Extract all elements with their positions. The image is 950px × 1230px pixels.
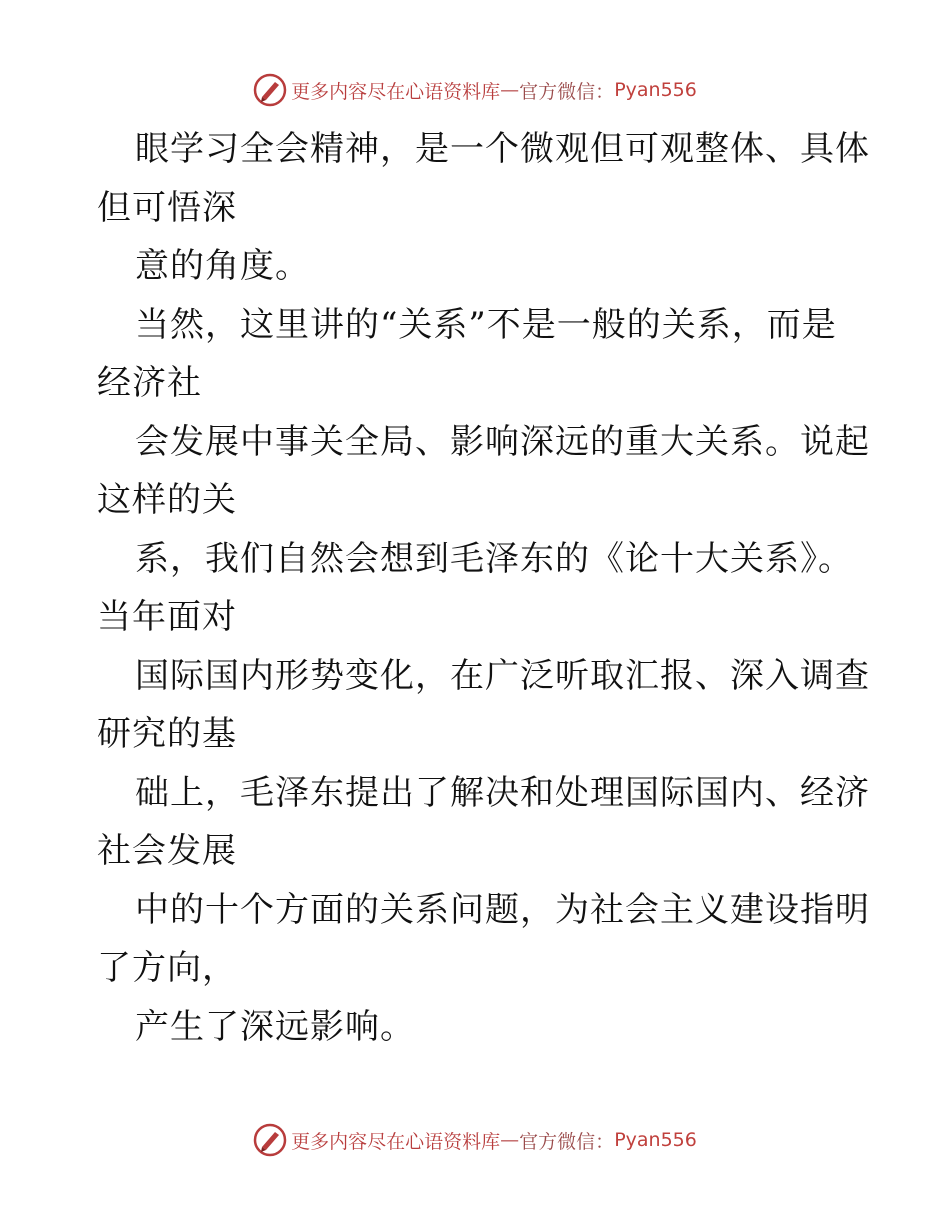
text-line: 础上，毛泽东提出了解决和处理国际国内、经济	[135, 772, 870, 813]
banner-main-text: 更多内容尽在心语资料库	[291, 80, 501, 103]
text-line: 但可悟深	[97, 187, 237, 228]
banner-wechat-label: 官方微信：	[519, 1130, 615, 1153]
banner-main-text: 更多内容尽在心语资料库	[291, 1130, 501, 1153]
banner-account: Pyan556	[614, 79, 697, 101]
banner-account: Pyan556	[614, 1129, 697, 1151]
text-line: 社会发展	[97, 831, 237, 871]
text-line: 当然，这里讲的“关系”不是一般的关系，而是	[135, 304, 837, 345]
text-line: 这样的关	[97, 480, 237, 520]
text-line: 中的十个方面的关系问题，为社会主义建设指明	[135, 889, 870, 930]
header-banner	[0, 70, 950, 110]
text-line: 产生了深远影响。	[135, 1006, 415, 1047]
text-line: 当年面对	[97, 597, 237, 637]
text-line: 了方向，	[97, 948, 237, 988]
pen-logo-icon	[253, 73, 287, 107]
banner-separator: —	[500, 1129, 520, 1151]
text-line: 系，我们自然会想到毛泽东的《论十大关系》。	[135, 538, 853, 579]
banner-wechat-label: 官方微信：	[519, 80, 615, 103]
text-line: 经济社	[97, 363, 202, 403]
text-line: 研究的基	[97, 714, 237, 754]
footer-banner	[0, 1120, 950, 1160]
pen-logo-icon	[253, 1123, 287, 1157]
banner-separator: —	[500, 79, 520, 101]
document-body	[97, 120, 870, 1056]
text-line: 眼学习全会精神，是一个微观但可观整体、具体	[135, 129, 870, 169]
text-line: 意的角度。	[135, 246, 310, 286]
text-line: 会发展中事关全局、影响深远的重大关系。说起	[135, 421, 870, 462]
text-line: 国际国内形势变化，在广泛听取汇报、深入调查	[135, 655, 870, 696]
